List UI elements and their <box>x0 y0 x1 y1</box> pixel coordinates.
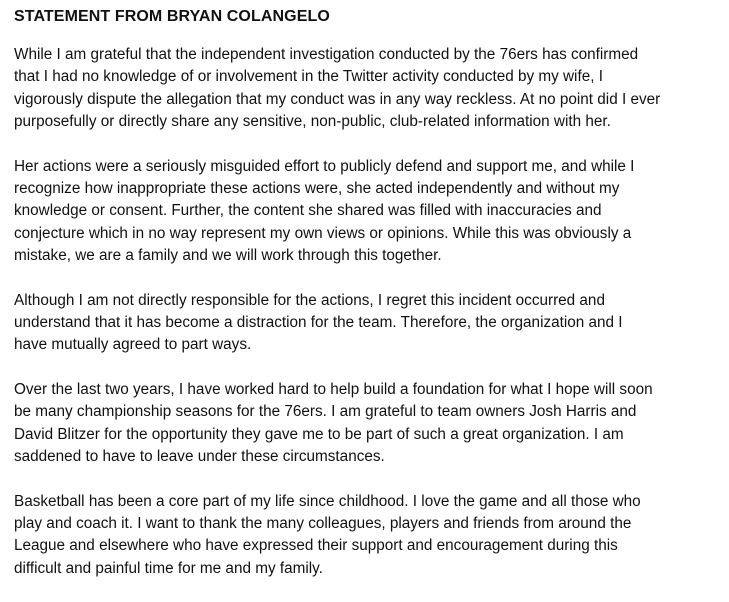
paragraph-line: League and elsewhere who have expressed their support and encouragement during this <box>14 537 618 555</box>
paragraph-line: have mutually agreed to part ways. <box>14 336 252 354</box>
paragraph-line: Basketball has been a core part of my life since childhood. I love the game and all those who <box>14 492 641 510</box>
paragraph-1 <box>14 44 724 134</box>
paragraph-line: vigorously dispute the allegation that my conduct was in any way reckless. At no point did I ever <box>14 90 661 108</box>
paragraph-line: recognize how inappropriate these actions were, she acted independently and without my <box>14 180 620 198</box>
paragraph-5 <box>14 491 724 581</box>
paragraph-3 <box>14 290 724 357</box>
paragraph-line: Over the last two years, I have worked hard to help build a foundation for what I hope will soon <box>14 380 653 398</box>
paragraph-line: David Blitzer for the opportunity they gave me to be part of such a great organization. I am <box>14 425 624 443</box>
paragraph-line: mistake, we are a family and we will work through this together. <box>14 247 442 265</box>
paragraph-line: difficult and painful time for me and my family. <box>14 559 323 577</box>
paragraph-line: purposefully or directly share any sensitive, non-public, club-related information with her. <box>14 113 611 131</box>
paragraph-line: While I am grateful that the independent investigation conducted by the 76ers has confirmed <box>14 46 639 63</box>
paragraph-line: Her actions were a seriously misguided effort to publicly defend and support me, and while I <box>14 157 635 175</box>
paragraph-line: that I had no knowledge of or involvement in the Twitter activity conducted by my wife, I <box>14 68 603 86</box>
paragraph-line: saddened to have to leave under these circumstances. <box>14 448 385 466</box>
statement-title: STATEMENT FROM BRYAN COLANGELO <box>14 8 330 25</box>
statement-document <box>14 6 724 602</box>
paragraph-line: conjecture which in no way represent my own views or opinions. While this was obviously a <box>14 224 632 242</box>
paragraph-line: understand that it has become a distraction for the team. Therefore, the organization and I <box>14 314 623 332</box>
paragraph-line: Although I am not directly responsible for the actions, I regret this incident occurred and <box>14 291 605 309</box>
paragraph-line: knowledge or consent. Further, the content she shared was filled with inaccuracies and <box>14 202 602 220</box>
paragraph-2 <box>14 156 724 268</box>
paragraph-4 <box>14 379 724 469</box>
paragraph-line: be many championship seasons for the 76ers. I am grateful to team owners Josh Harris and <box>14 403 637 421</box>
paragraph-line: play and coach it. I want to thank the many colleagues, players and friends from around the <box>14 514 632 532</box>
